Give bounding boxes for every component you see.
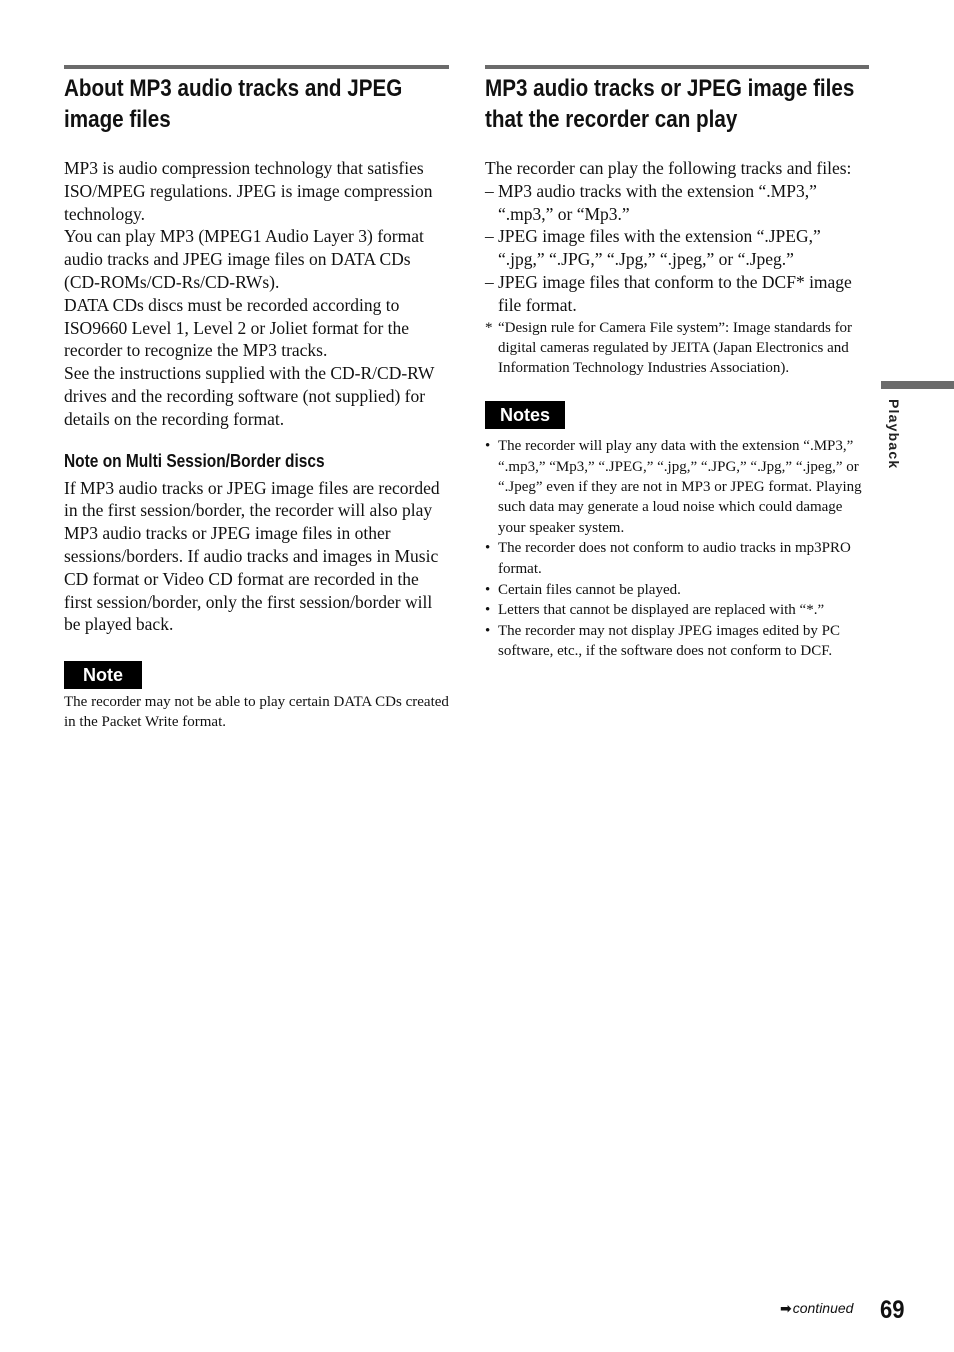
- right-column: [485, 65, 869, 662]
- footnote-text: “Design rule for Camera File system”: Image standards for digital cameras regulated by JEITA (Japan Electronics and Information Technology Industries Association).: [498, 319, 853, 377]
- paragraph: You can play MP3 (MPEG1 Audio Layer 3) format audio tracks and JPEG image files on DATA CDs (CD-ROMs/CD-Rs/CD-RWs).: [64, 226, 424, 292]
- arrow-right-icon: ➡: [780, 1300, 792, 1316]
- left-column: [64, 65, 449, 733]
- notes-label: Notes: [485, 401, 565, 429]
- section-rule: [485, 65, 869, 69]
- continued-indicator: [780, 1300, 853, 1317]
- playable-file-list: [485, 180, 869, 317]
- footnote: [485, 318, 869, 379]
- list-item: • Certain files cannot be played.: [485, 580, 869, 600]
- list-item: • The recorder does not conform to audio tracks in mp3PRO format.: [485, 538, 869, 579]
- list-item: – JPEG image files that conform to the DCF* image file format.: [485, 271, 869, 317]
- side-tab-label: Playback: [886, 399, 902, 470]
- section-title-playable-files: MP3 audio tracks or JPEG image files that the recorder can play: [485, 75, 855, 133]
- list-item: • The recorder will play any data with the extension “.MP3,” “.mp3,” “Mp3,” “.JPEG,” “.jpg,” “.JPG,” “.Jpg,” “.jpeg,” or “.Jpeg” even if they are not in MP3 or JPEG format. Playing such data may generate a loud noise which could damage your speaker system.: [485, 436, 869, 537]
- notes-block: [485, 401, 869, 661]
- section-rule: [64, 65, 449, 69]
- paragraph: DATA CDs discs must be recorded according to ISO9660 Level 1, Level 2 or Joliet format for the recorder to recognize the MP3 tracks.: [64, 294, 410, 361]
- page-number: 69: [880, 1296, 905, 1324]
- note-label: Note: [64, 661, 142, 689]
- note-text: The recorder may not be able to play certain DATA CDs created in the Packet Write format.: [64, 694, 449, 731]
- list-item: • The recorder may not display JPEG images edited by PC software, etc., if the software does not conform to DCF.: [485, 621, 869, 662]
- subheading-multi-session: Note on Multi Session/Border discs: [64, 450, 325, 471]
- list-item: – MP3 audio tracks with the extension “.MP3,” “.mp3,” or “Mp3.”: [485, 180, 869, 226]
- paragraph: If MP3 audio tracks or JPEG image files are recorded in the first session/border, the recorder will also play MP3 audio tracks or JPEG image files in other sessions/borders. If audio tracks and images in Music CD format or Video CD format are recorded in the first session/border, only the first session/border will be played back.: [64, 477, 440, 635]
- list-item: • Letters that cannot be displayed are replaced with “*.”: [485, 600, 869, 620]
- notes-list: [485, 436, 869, 661]
- list-item: – JPEG image files with the extension “.JPEG,” “.jpg,” “.JPG,” “.Jpg,” “.jpeg,” or “.Jpeg.”: [485, 225, 869, 271]
- section-title-about-mp3-jpeg: About MP3 audio tracks and JPEG image files: [64, 75, 403, 133]
- intro-paragraph: The recorder can play the following tracks and files:: [485, 158, 852, 178]
- paragraph: See the instructions supplied with the CD-R/CD-RW drives and the recording software (not supplied) for details on the recording format.: [64, 363, 435, 429]
- footnote-mark: *: [485, 319, 493, 336]
- note-block: [64, 661, 449, 733]
- paragraph: MP3 is audio compression technology that satisfies ISO/MPEG regulations. JPEG is image compression technology.: [64, 158, 433, 224]
- side-tab-bar: [881, 381, 954, 389]
- continued-text: continued: [792, 1300, 854, 1316]
